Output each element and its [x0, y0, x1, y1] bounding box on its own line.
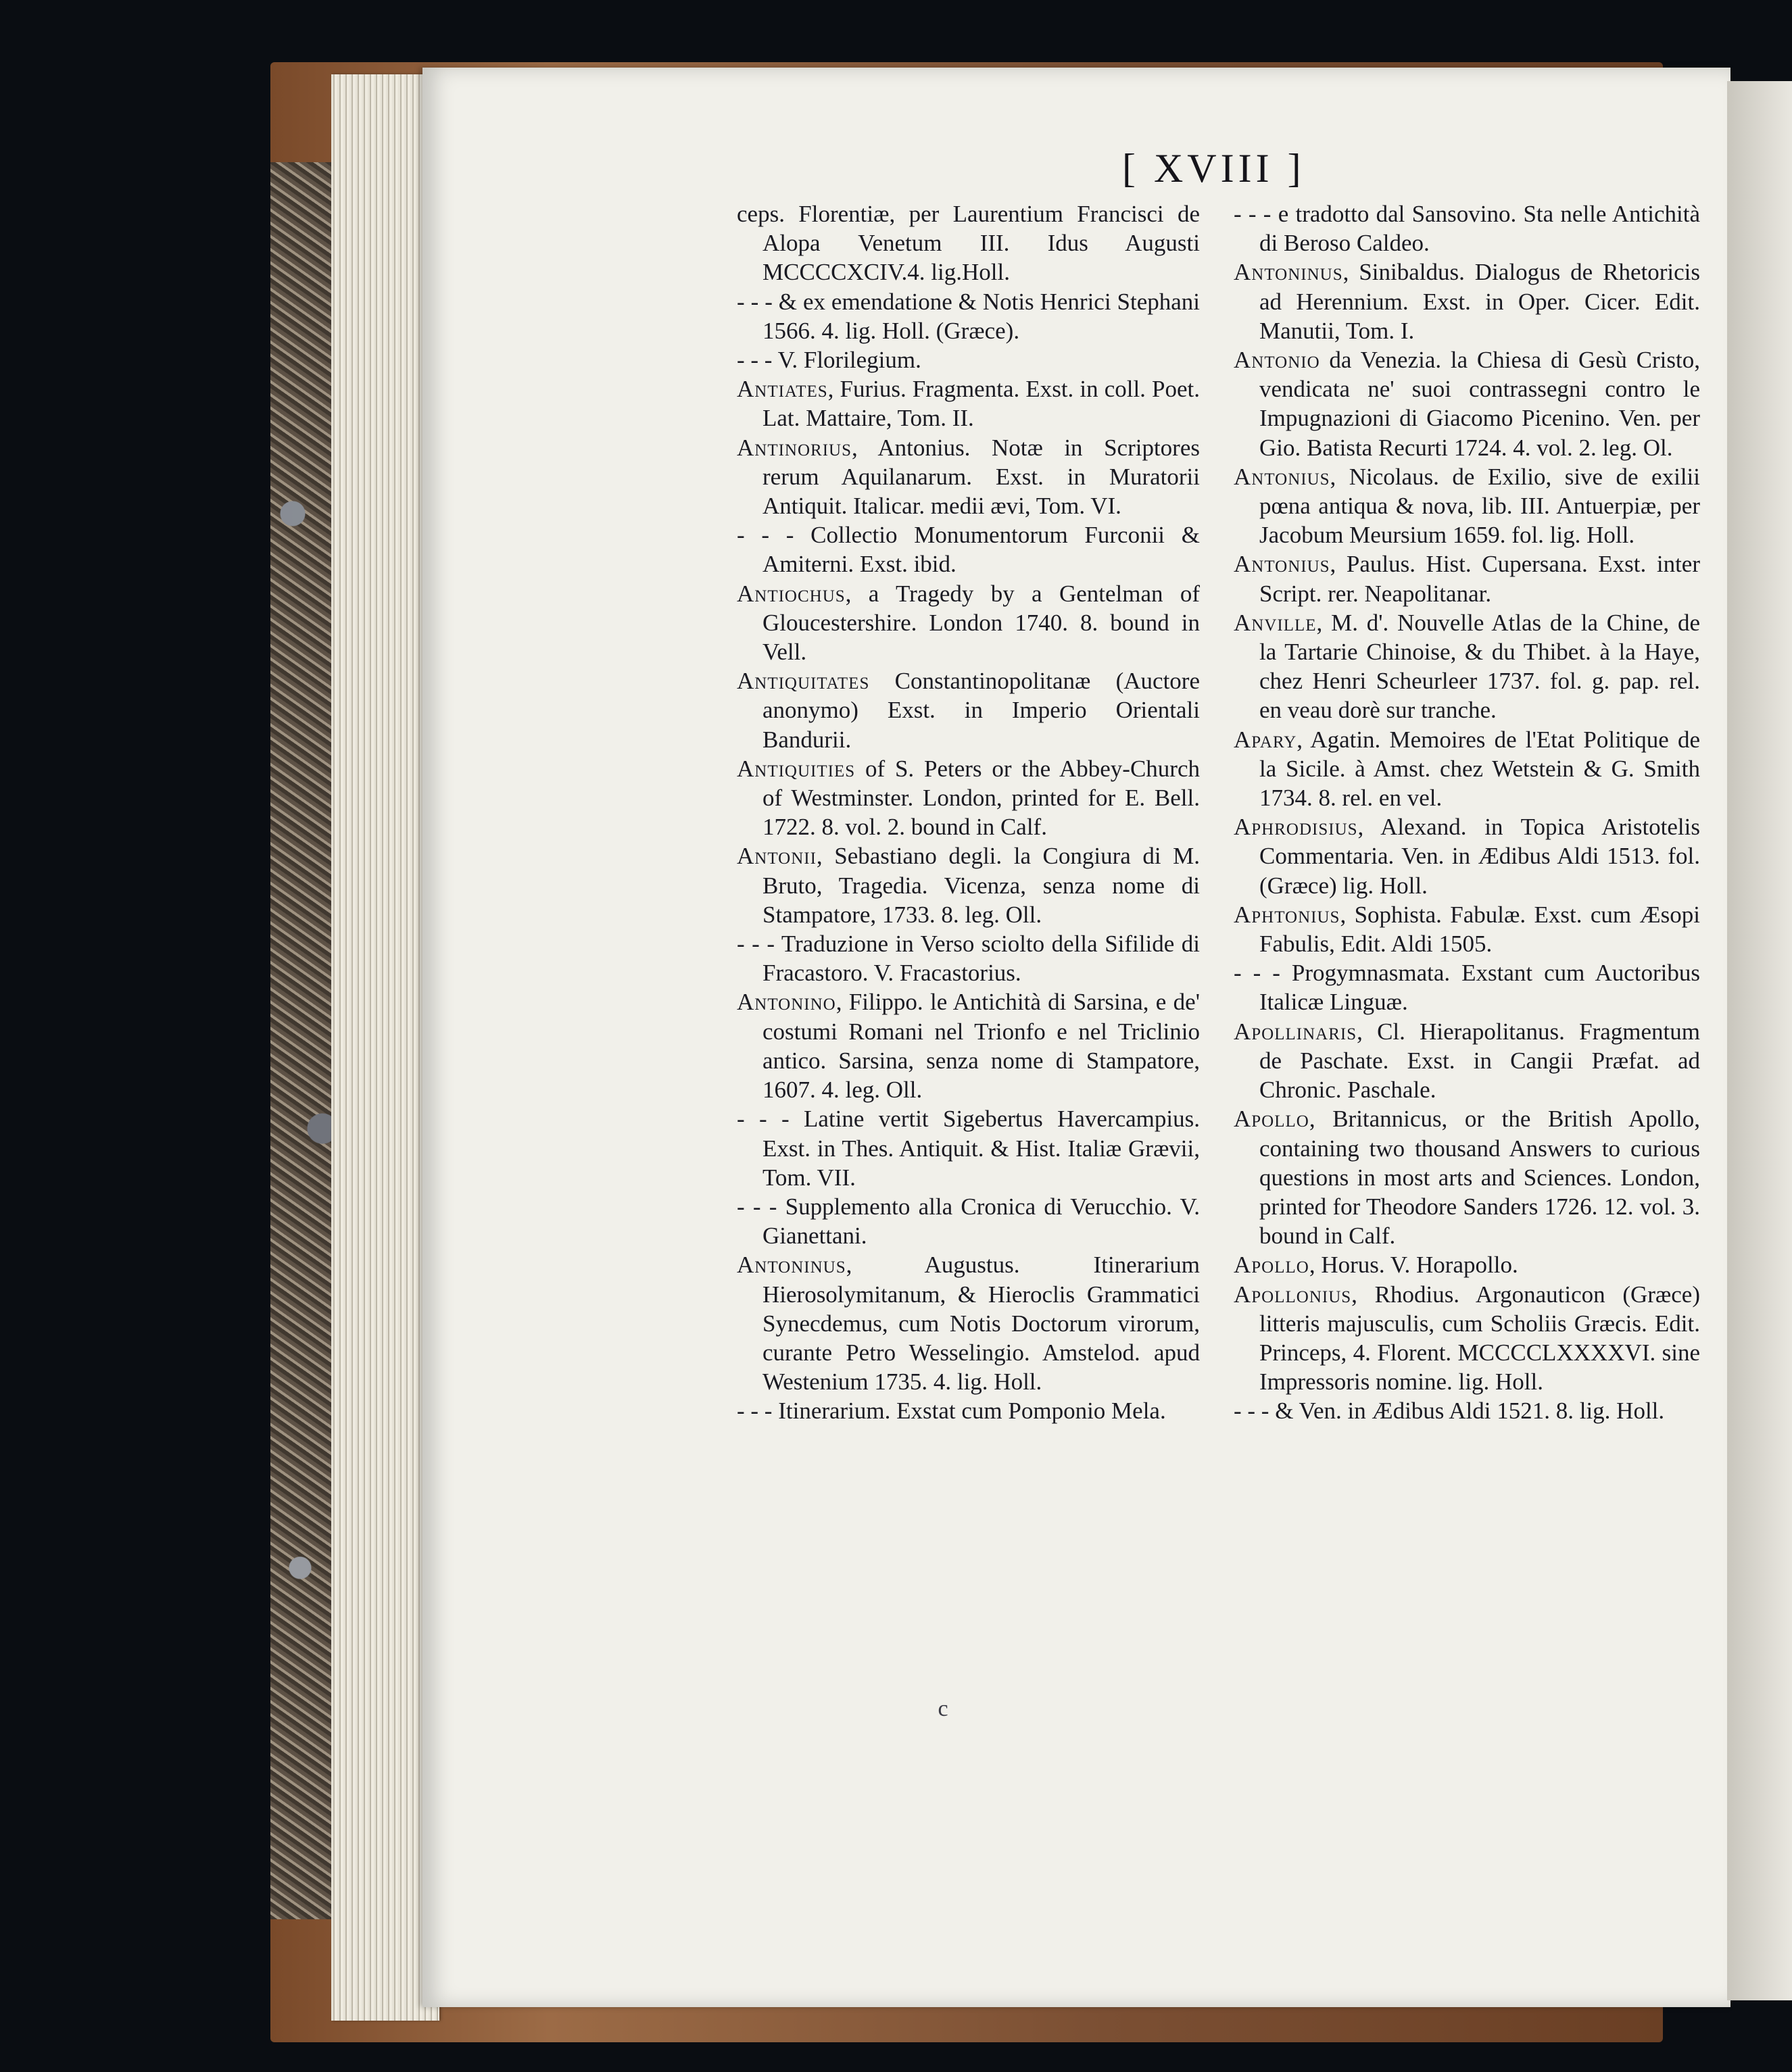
catalog-entry: - - - Supplemento alla Cronica di Verucchio. V. Gianettani.	[737, 1193, 1200, 1250]
catalog-entry: Antiquities of S. Peters or the Abbey-Church of Westminster. London, printed for E. Bell. 1722. 8. vol. 2. bound in Calf.	[737, 755, 1200, 841]
catalog-entry: - - - & ex emendatione & Notis Henrici Stephani 1566. 4. lig. Holl. (Græce).	[737, 288, 1200, 344]
catalog-entry: - - - Latine vertit Sigebertus Havercampius. Exst. in Thes. Antiquit. & Hist. Italiæ Grævii, Tom. VII.	[737, 1106, 1200, 1191]
catalog-entry: Apollo, Horus. V. Horapollo.	[1234, 1252, 1518, 1279]
left-column	[737, 199, 1200, 1686]
facing-page-edge	[1727, 81, 1792, 2000]
catalog-entry: Aphtonius, Sophista. Fabulæ. Exst. cum Æsopi Fabulis, Edit. Aldi 1505.	[1234, 901, 1700, 958]
catalog-entry: Antoninus, Sinibaldus. Dialogus de Rhetoricis ad Herennium. Exst. in Oper. Cicer. Edit. Manutii, Tom. I.	[1234, 259, 1700, 344]
catalog-entry: - - - V. Florilegium.	[737, 347, 921, 374]
catalog-entry: Antinorius, Antonius. Notæ in Scriptores rerum Aquilanarum. Exst. in Muratorii Antiquit. Italicar. medii ævi, Tom. VI.	[737, 434, 1200, 520]
signature-mark: c	[938, 1696, 948, 1721]
catalog-entry: ceps. Florentiæ, per Laurentium Francisci de Alopa Venetum III. Idus Augusti MCCCCXCIV.4. lig.Holl.	[737, 201, 1200, 286]
catalog-entry: - - - e tradotto dal Sansovino. Sta nelle Antichità di Beroso Caldeo.	[1234, 201, 1700, 257]
catalog-entry: - - - Collectio Monumentorum Furconii & Amiterni. Exst. ibid.	[737, 522, 1200, 578]
page-header: [ XVIII ]	[1122, 146, 1305, 191]
catalog-entry: Apary, Agatin. Memoires de l'Etat Politique de la Sicile. à Amst. chez Wetstein & G. Smith 1734. 8. rel. en vel.	[1234, 726, 1700, 812]
catalog-entry: Antonius, Nicolaus. de Exilio, sive de exilii pœna antiqua & nova, lib. III. Antuerpiæ, per Jacobum Meursium 1659. fol. lig. Holl.	[1234, 463, 1700, 549]
catalog-entry: Antonino, Filippo. le Antichità di Sarsina, e de' costumi Romani nel Trionfo e nel Triclinio antico. Sarsina, senza nome di Stampatore, 1607. 4. leg. Oll.	[737, 989, 1200, 1104]
catalog-entry: Apollo, Britannicus, or the British Apollo, containing two thousand Answers to curious questions in most arts and Sciences. London, printed for Theodore Sanders 1726. 12. vol. 3. bound in Calf.	[1234, 1106, 1700, 1250]
right-column	[1234, 199, 1700, 1686]
catalog-entry: Anville, M. d'. Nouvelle Atlas de la Chine, de la Tartarie Chinoise, & du Thibet. à la Haye, chez Henri Scheurleer 1737. fol. g. pap. rel. en veau dorè sur tranche.	[1234, 609, 1700, 724]
catalog-entry: - - - & Ven. in Ædibus Aldi 1521. 8. lig. Holl.	[1234, 1398, 1665, 1425]
catalog-entry: Antiquitates Constantinopolitanæ (Auctore anonymo) Exst. in Imperio Orientali Bandurii.	[737, 668, 1200, 753]
catalog-entry: Antonius, Paulus. Hist. Cupersana. Exst. inter Script. rer. Neapolitanar.	[1234, 551, 1700, 607]
catalog-entry: Antoninus, Augustus. Itinerarium Hierosolymitanum, & Hieroclis Grammatici Synecdemus, cum Notis Doctorum virorum, curante Petro Wesselingio. Amstelod. apud Westenium 1735. 4. lig. Holl.	[737, 1252, 1200, 1396]
catalog-entry: - - - Traduzione in Verso sciolto della Sifilide di Fracastoro. V. Fracastorius.	[737, 931, 1200, 987]
catalog-entry: Apollonius, Rhodius. Argonauticon (Græce) litteris majusculis, cum Scholiis Græcis. Edit. Princeps, 4. Florent. MCCCCLXXXXVI. sine Impressoris nomine. lig. Holl.	[1234, 1281, 1700, 1396]
catalog-entry: Antiates, Furius. Fragmenta. Exst. in coll. Poet. Lat. Mattaire, Tom. II.	[737, 376, 1200, 432]
catalog-entry: Apollinaris, Cl. Hierapolitanus. Fragmentum de Paschate. Exst. in Cangii Præfat. ad Chronic. Paschale.	[1234, 1018, 1700, 1104]
catalog-entry: - - - Itinerarium. Exstat cum Pomponio Mela.	[737, 1398, 1166, 1425]
catalog-entry: - - - Progymnasmata. Exstant cum Auctoribus Italicæ Linguæ.	[1234, 960, 1700, 1016]
catalog-entry: Antonii, Sebastiano degli. la Congiura di M. Bruto, Tragedia. Vicenza, senza nome di Stampatore, 1733. 8. leg. Oll.	[737, 843, 1200, 928]
catalog-entry: Antiochus, a Tragedy by a Gentelman of Gloucestershire. London 1740. 8. bound in Vell.	[737, 580, 1200, 666]
catalog-entry: Antonio da Venezia. la Chiesa di Gesù Cristo, vendicata ne' suoi contrassegni contro le Impugnazioni di Giacomo Picenino. Ven. per Gio. Batista Recurti 1724. 4. vol. 2. leg. Ol.	[1234, 347, 1700, 461]
catalog-entry: Aphrodisius, Alexand. in Topica Aristotelis Commentaria. Ven. in Ædibus Aldi 1513. fol. (Græce) lig. Holl.	[1234, 814, 1700, 899]
